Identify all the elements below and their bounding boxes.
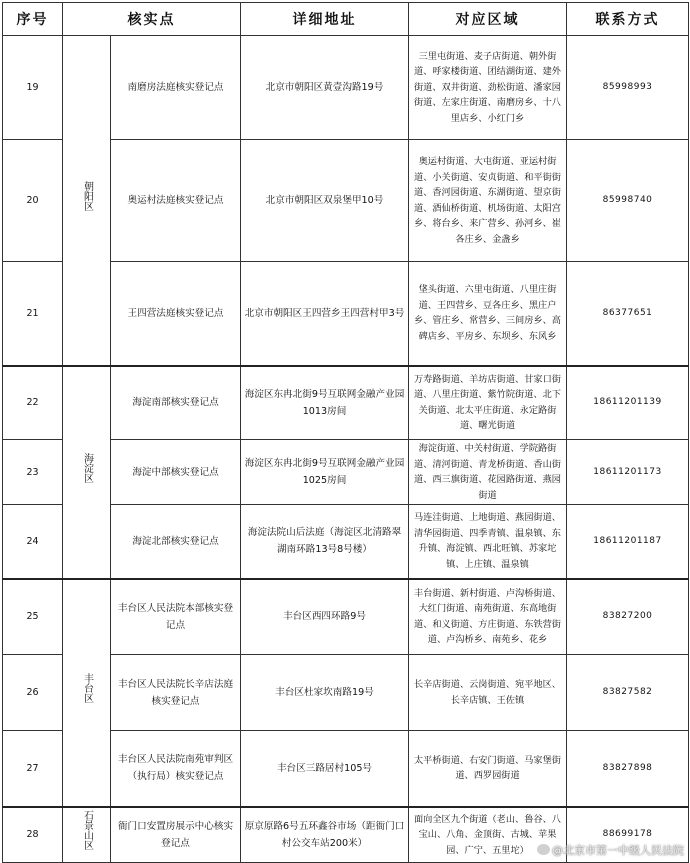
phone: 83827898 bbox=[567, 731, 689, 807]
district-haidian bbox=[63, 366, 111, 579]
check-point: 海淀中部核实登记点 bbox=[111, 440, 241, 505]
covered-areas: 长辛店街道、云岗街道、宛平地区、长辛店镇、王佐镇 bbox=[409, 655, 567, 731]
covered-areas: 马连洼街道、上地街道、燕园街道、清华园街道、四季青镇、温泉镇、东升镇、海淀镇、西北旺镇、苏家坨镇、上庄镇、温泉镇 bbox=[409, 505, 567, 579]
phone: 85998740 bbox=[567, 140, 689, 262]
address: 海淀法院山后法庭（海淀区北清路翠湖南环路13号8号楼） bbox=[241, 505, 409, 579]
district-chaoyang bbox=[63, 36, 111, 366]
address: 北京市朝阳区王四营乡王四营村甲3号 bbox=[241, 262, 409, 366]
district-fengtai bbox=[63, 579, 111, 807]
check-point: 海淀北部核实登记点 bbox=[111, 505, 241, 579]
phone: 83827200 bbox=[567, 579, 689, 655]
header-address: 详细地址 bbox=[241, 3, 409, 36]
covered-areas: 海淀街道、中关村街道、学院路街道、清河街道、青龙桥街道、香山街道、西三旗街道、花园路街道、燕园街道 bbox=[409, 440, 567, 505]
row-number: 27 bbox=[3, 731, 63, 807]
header-row bbox=[3, 3, 689, 36]
header-no: 序号 bbox=[3, 3, 63, 36]
phone: 86377651 bbox=[567, 262, 689, 366]
phone: 88699178 bbox=[567, 807, 689, 863]
district-label: 海淀区 bbox=[81, 452, 93, 483]
covered-areas: 面向全区九个街道（老山、鲁谷、八宝山、八角、金顶街、古城、苹果园、广宁、五里坨） bbox=[409, 807, 567, 863]
table-row bbox=[3, 36, 689, 140]
covered-areas: 奥运村街道、大屯街道、亚运村街道、小关街道、安贞街道、和平街街道、香河园街道、东湖街道、望京街道、酒仙桥街道、机场街道、太阳宫乡、将台乡、来广营乡、孙河乡、崔各庄乡、金盏乡 bbox=[409, 140, 567, 262]
weibo-watermark bbox=[537, 842, 684, 858]
row-number: 24 bbox=[3, 505, 63, 579]
covered-areas: 丰台街道、新村街道、卢沟桥街道、大红门街道、南苑街道、东高地街道、和义街道、方庄街道、东铁营街道、卢沟桥乡、南苑乡、花乡 bbox=[409, 579, 567, 655]
address: 丰台区杜家坎南路19号 bbox=[241, 655, 409, 731]
phone: 18611201173 bbox=[567, 440, 689, 505]
weibo-icon bbox=[537, 844, 550, 855]
check-point: 南磨房法庭核实登记点 bbox=[111, 36, 241, 140]
covered-areas: 太平桥街道、右安门街道、马家堡街道、西罗园街道 bbox=[409, 731, 567, 807]
district-label: 朝阳区 bbox=[81, 180, 93, 211]
district-shijingshan bbox=[63, 807, 111, 863]
address: 丰台区三路居村105号 bbox=[241, 731, 409, 807]
district-label: 石景山区 bbox=[81, 810, 93, 851]
table-row bbox=[3, 579, 689, 655]
watermark-text: @北京市第一中级人民法院 bbox=[552, 844, 684, 857]
row-number: 21 bbox=[3, 262, 63, 366]
row-number: 22 bbox=[3, 366, 63, 440]
check-point: 王四营法庭核实登记点 bbox=[111, 262, 241, 366]
check-point: 海淀南部核实登记点 bbox=[111, 366, 241, 440]
row-number: 19 bbox=[3, 36, 63, 140]
phone: 18611201139 bbox=[567, 366, 689, 440]
district-label: 丰台区 bbox=[81, 673, 93, 703]
address: 海淀区东冉北街9号互联网金融产业园1025房间 bbox=[241, 440, 409, 505]
check-point: 丰台区人民法院南苑审判区（执行局）核实登记点 bbox=[111, 731, 241, 807]
registration-table bbox=[2, 2, 689, 863]
phone: 83827582 bbox=[567, 655, 689, 731]
check-point: 奥运村法庭核实登记点 bbox=[111, 140, 241, 262]
row-number: 25 bbox=[3, 579, 63, 655]
phone: 85998993 bbox=[567, 36, 689, 140]
header-point: 核实点 bbox=[63, 3, 241, 36]
table-row bbox=[3, 366, 689, 440]
covered-areas: 三里屯街道、麦子店街道、朝外街道、呼家楼街道、团结湖街道、建外街道、双井街道、劲松街道、潘家园街道、左家庄街道、南磨房乡、十八里店乡、小红门乡 bbox=[409, 36, 567, 140]
covered-areas: 万寿路街道、羊坊店街道、甘家口街道、八里庄街道、紫竹院街道、北下关街道、北太平庄街道、永定路街道、曙光街道 bbox=[409, 366, 567, 440]
row-number: 28 bbox=[3, 807, 63, 863]
check-point: 丰台区人民法院长辛店法庭核实登记点 bbox=[111, 655, 241, 731]
check-point: 衙门口安置房展示中心核实登记点 bbox=[111, 807, 241, 863]
row-number: 23 bbox=[3, 440, 63, 505]
check-point: 丰台区人民法院本部核实登记点 bbox=[111, 579, 241, 655]
row-number: 20 bbox=[3, 140, 63, 262]
address: 丰台区西四环路9号 bbox=[241, 579, 409, 655]
address: 北京市朝阳区双泉堡甲10号 bbox=[241, 140, 409, 262]
phone: 18611201187 bbox=[567, 505, 689, 579]
row-number: 26 bbox=[3, 655, 63, 731]
address: 海淀区东冉北街9号互联网金融产业园1013房间 bbox=[241, 366, 409, 440]
header-phone: 联系方式 bbox=[567, 3, 689, 36]
covered-areas: 垡头街道、六里屯街道、八里庄街道、王四营乡、豆各庄乡、黑庄户乡、管庄乡、常营乡、三间房乡、高碑店乡、平房乡、东坝乡、东风乡 bbox=[409, 262, 567, 366]
header-areas: 对应区域 bbox=[409, 3, 567, 36]
address: 原京原路6号五环鑫谷市场（距衙门口村公交车站200米） bbox=[241, 807, 409, 863]
address: 北京市朝阳区黄壹沟路19号 bbox=[241, 36, 409, 140]
